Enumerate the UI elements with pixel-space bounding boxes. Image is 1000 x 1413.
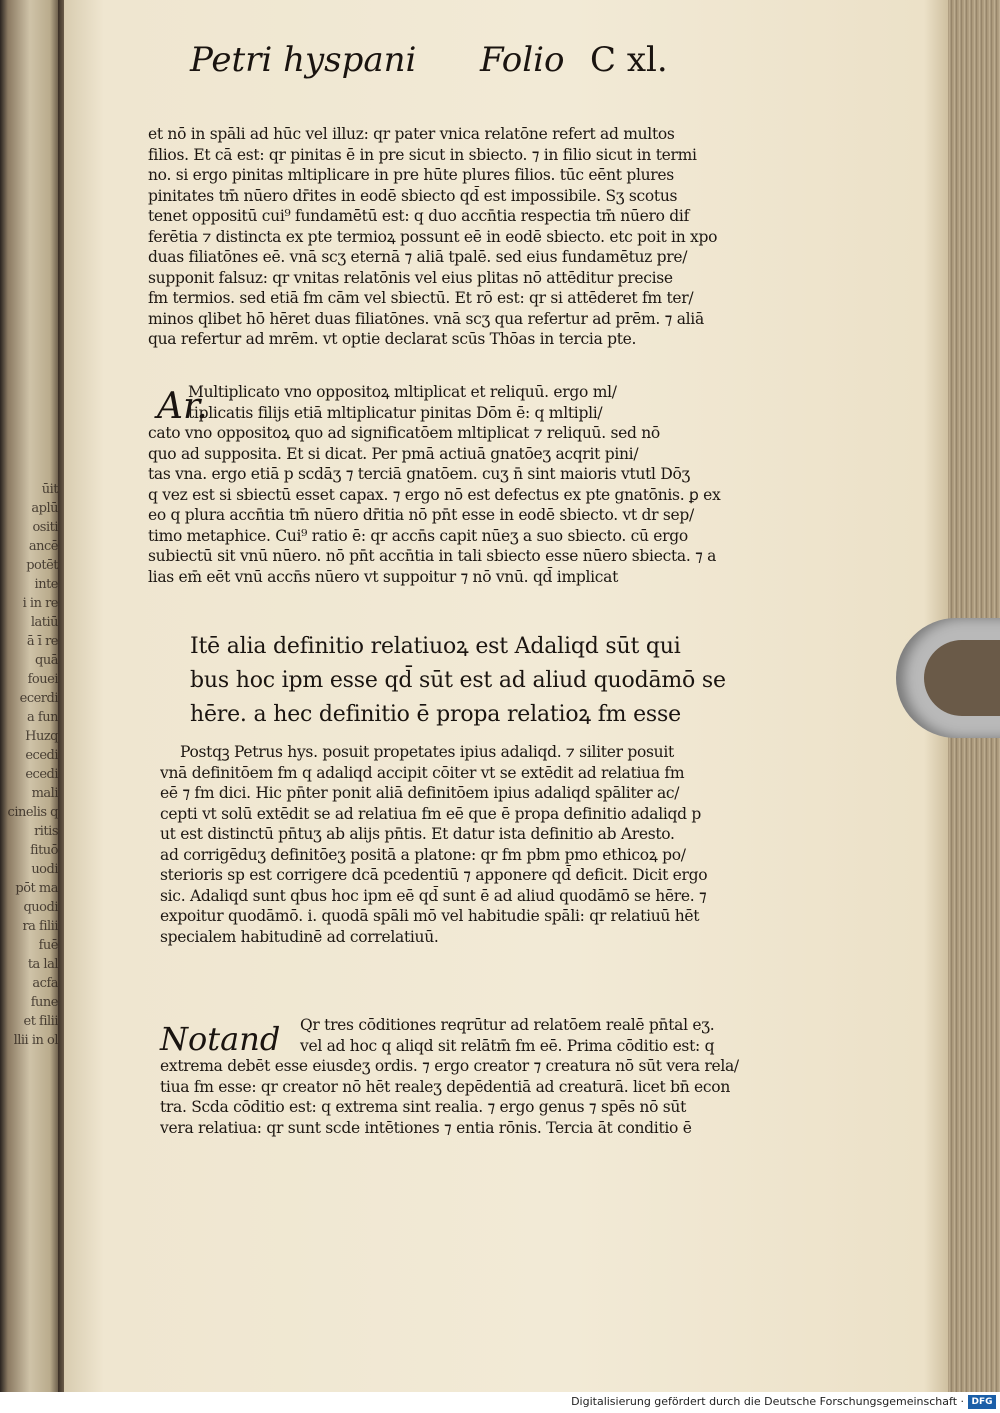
text-line: quo ad supposita. Et si dicat. Per pmā actiuā gnatōeʒ acqrit pini/ [148,444,639,463]
fragment: ecedi [25,767,58,782]
text-line: extrema debēt esse eiusdeʒ ordis. ⁊ ergo creator ⁊ creatura nō sūt vera rela/ [160,1057,739,1075]
fragment: ā ī re [26,634,58,649]
running-header [190,40,750,100]
fragment: mali [31,786,58,801]
left-page-fragments [2,480,58,1050]
fragment: fuē [38,938,58,953]
text-line: eo q plura accn̄tia tm̄ nūero dr̄itia nō pn̄t esse in eodē sbiecto. vt dr sep/ [148,506,694,524]
fragment: ecerdi [19,691,58,706]
text-line: sterioris sp est corrigere dcā pcedentiū ⁊ apponere qd̄ deficit. Dicit ergo [160,866,708,884]
fragment: potēt [26,558,58,573]
header-folio-label: Folio [480,40,565,80]
fragment: a fun [27,710,58,725]
text-line: vnā definitōem fm q adaliqd accipit cōiter vt se extēdit ad relatiua fm [160,763,685,782]
fragment: i in re [22,596,58,611]
text-line: no. si ergo pinitas mltiplicare in pre hūte plures filios. tūc eēnt plures [148,166,674,184]
fragment: ritis [34,824,58,839]
header-author: Petri hyspani [190,40,417,80]
text-line: Qr tres cōditiones reqrūtur ad relatōem realē pn̄tal eʒ. [300,1016,715,1034]
text-line: lias em̄ eēt vnū accn̄s nūero vt suppoitur ⁊ nō vnū. qd̄ implicat [148,567,619,586]
heading-line: Itē alia definitio relatiuoꝝ est Adaliqd sūt qui [190,634,681,659]
fragment: cinelis q [7,805,58,820]
text-line: ferētia ⁊ distincta ex pte termioꝝ possunt eē in eodē sbiecto. etc poit in xpo [148,227,718,246]
fragment: fituō [30,843,58,858]
fragment: ra filii [22,919,58,934]
notandum-marker: Notand [160,1020,281,1058]
fragment: quodi [23,900,58,915]
fragment: ecedi [25,748,58,763]
argument-marker: Ar. [157,386,208,427]
text-line: ad corrigēduʒ definitōeʒ positā a platone: qr fm pbm pmo ethicoꝝ po/ [160,845,686,864]
fragment: ositi [32,520,58,535]
text-line: Postqꝫ Petrus hys. posuit propetates ipius adaliqd. ⁊ siliter posuit [180,743,674,761]
clasp-opening [924,640,1000,716]
fragment: aplū [31,501,58,516]
text-line: duas filiatōnes eē. vnā scʒ eternā ⁊ aliā tpalē. sed eius fundamētuz pre/ [148,248,688,266]
fragment: acfa [32,976,58,991]
fragment: fouei [27,672,58,687]
text-line: vera relatiua: qr sunt scde intētiones ⁊ entia rōnis. Tercia āt conditio ē [160,1118,692,1137]
text-line: Multiplicato vno oppositoꝝ mltiplicat et reliquū. ergo ml/ [188,383,617,401]
text-line: supponit falsuz: qr vnitas relatōnis vel eius plitas nō attēditur precise [148,268,673,287]
fragment: ancē [28,539,58,554]
header-folio-number: C xl. [590,40,668,80]
digitization-footer [0,1392,1000,1413]
fragment: pōt ma [15,881,58,896]
fragment: inte [34,577,58,592]
text-line: cato vno oppositoꝝ quo ad significatōem mltiplicat ⁊ reliquū. sed nō [148,424,660,442]
text-line: cepti vt solū extēdit se ad relatiua fm eē que ē propa definitio adaliqd p [160,804,702,823]
text-block-3 [160,742,800,947]
funding-credit: Digitalisierung gefördert durch die Deutsche Forschungsgemeinschaft · [571,1395,964,1408]
fragment: quā [35,653,58,668]
text-line: tiplicatis filijs etiā mltiplicatur pinitas Dōm ē: q mltipli/ [188,403,603,422]
text-line: eē ⁊ fm dici. Hic pn̄ter ponit aliā definitōem ipius adaliqd spāliter ac/ [160,784,680,802]
section-heading [190,630,790,732]
text-line: minos qlibet hō hēret duas filiatōnes. vnā scʒ qua refertur ad prēm. ⁊ aliā [148,309,704,328]
text-line: pinitates tm̄ nūero dr̄ites in eodē sbiecto qd̄ est impossibile. Sʒ scotus [148,186,678,205]
text-line: filios. Et cā est: qr pinitas ē in pre sicut in sbiecto. ⁊ in filio sicut in termi [148,145,697,164]
text-line: expoitur quodāmō. i. quodā spāli mō vel habitudie spāli: qr relatiuū hēt [160,907,700,925]
fragment: ta lal [27,957,58,972]
text-line: vel ad hoc q aliqd sit relātm̄ fm eē. Prima cōditio est: q [300,1036,715,1055]
fragment: et filii [23,1014,58,1029]
fragment: uodi [31,862,58,877]
dfg-logo: DFG [968,1395,996,1409]
text-line: fm termios. sed etiā fm cām vel sbiectū. Et rō est: qr si attēderet fm ter/ [148,289,694,307]
text-line: et nō in spāli ad hūc vel illuz: qr pater vnica relatōne refert ad multos [148,125,675,143]
heading-line: hēre. a hec definitio ē propa relatioꝝ fm esse [190,702,681,727]
text-block-2 [148,382,788,587]
text-line: tiua fm esse: qr creator nō hēt realeʒ depēdentiā ad creaturā. licet bn̄ econ [160,1077,731,1096]
text-line: q vez est si sbiectū esset capax. ⁊ ergo nō est defectus ex pte gnatōnis. ꝑ ex [148,485,721,504]
text-block-1 [148,124,788,350]
text-line: specialem habitudinē ad correlatiuū. [160,927,439,946]
text-line: tenet oppositū cui⁹ fundamētū est: q duo accn̄tia respectia tm̄ nūero dif [148,207,690,225]
fragment: latiū [30,615,58,630]
fragment: Huzq [25,729,58,744]
left-page-edge [0,0,60,1392]
text-line: tra. Scda cōditio est: q extrema sint realia. ⁊ ergo genus ⁊ spēs nō sūt [160,1098,686,1116]
text-block-4 [160,1015,800,1138]
text-line: tas vna. ergo etiā p scdāʒ ⁊ terciā gnatōem. cuʒ n̄ sint maioris vtutl Dōʒ [148,465,690,483]
text-line: sic. Adaliqd sunt qbus hoc ipm eē qd̄ sunt ē ad aliud quodāmō se hēre. ⁊ [160,886,707,905]
fragment: fune [30,995,58,1010]
text-line: timo metaphice. Cui⁹ ratio ē: qr accn̄s capit nūeʒ a suo sbiecto. cū ergo [148,526,688,545]
text-line: ut est distinctū pn̄tuʒ ab alijs pn̄tis. Et datur ista definitio ab Aresto. [160,825,675,843]
text-line: qua refertur ad mrēm. vt optie declarat scūs Thōas in tercia pte. [148,330,637,348]
text-line: subiectū sit vnū nūero. nō pn̄t accn̄tia in tali sbiecto esse nūero sbiecta. ⁊ a [148,547,717,565]
heading-line: bus hoc ipm esse qd̄ sūt est ad aliud quodāmō se [190,668,726,693]
fragment: ūit [41,482,58,497]
fragment: llii in ol [13,1033,58,1048]
